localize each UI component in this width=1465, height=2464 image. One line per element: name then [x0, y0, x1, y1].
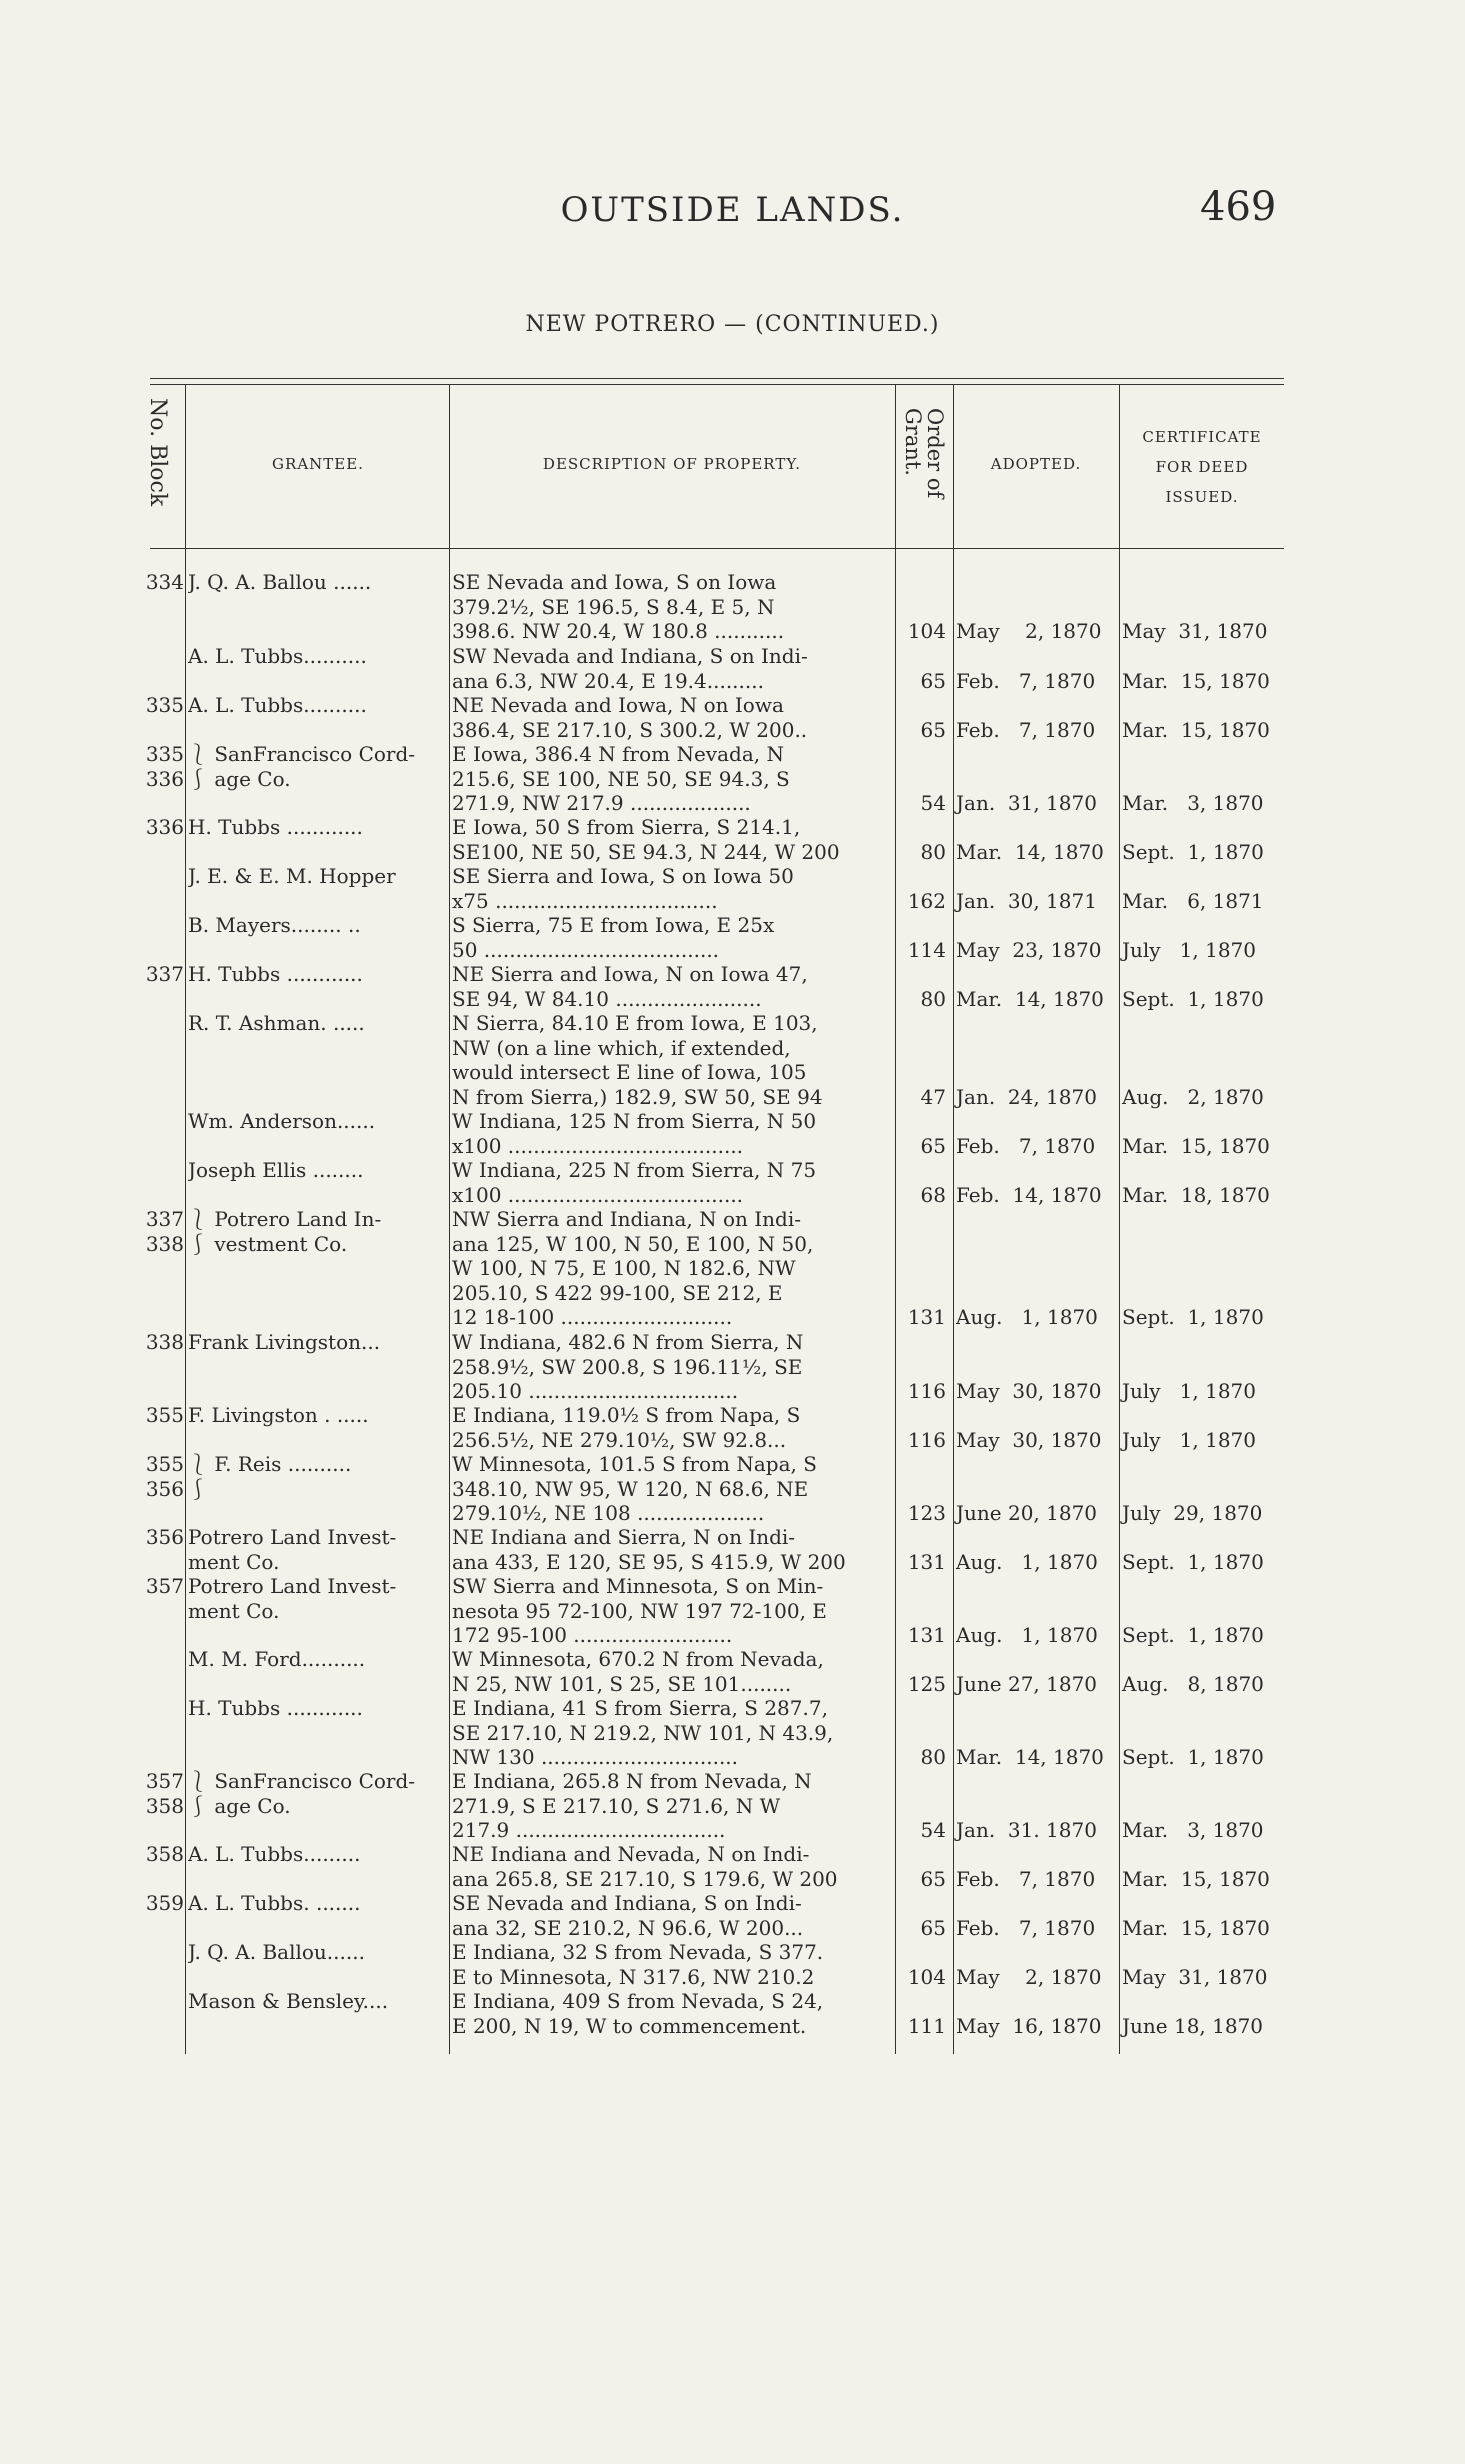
- grantee-name: [188, 864, 446, 889]
- grantee-name-line: J. Q. A. Ballou ......: [188, 570, 372, 594]
- grantee-name: [188, 570, 446, 595]
- block-number: [134, 1891, 184, 1916]
- order-of-grant: 65: [920, 717, 946, 742]
- certificate-date: Mar. 15, 1870: [1122, 1866, 1270, 1891]
- grantee-name-line: Potrero Land Invest-: [188, 1525, 397, 1549]
- adopted-date: Jan. 30, 1871: [956, 888, 1097, 913]
- property-description-line: 258.9½, SW 200.8, S 196.11½, SE: [452, 1354, 803, 1379]
- table-top-rule-2: [150, 384, 1284, 385]
- grantee-name-line: A. L. Tubbs..........: [188, 644, 367, 668]
- block-number-line: 356: [145, 1525, 184, 1549]
- adopted-date: Mar. 14, 1870: [956, 839, 1104, 864]
- property-description-line: W Minnesota, 670.2 N from Nevada,: [452, 1647, 824, 1671]
- certificate-date: Mar. 15, 1870: [1122, 1915, 1270, 1940]
- property-description-line: 271.9, NW 217.9 ...................: [452, 791, 751, 815]
- grantee-name-line: ⎰: [188, 1476, 208, 1501]
- grantee-name: [188, 1891, 446, 1916]
- certificate-date: July 1, 1870: [1122, 1379, 1257, 1403]
- property-description-line: 50 .....................................: [452, 937, 720, 962]
- grantee-name-line: ment Co.: [188, 1598, 280, 1623]
- property-description-line: E Indiana, 41 S from Sierra, S 287.7,: [452, 1696, 828, 1720]
- property-description-line: W 100, N 75, E 100, N 182.6, NW: [452, 1256, 796, 1280]
- property-description: [452, 1769, 892, 1843]
- property-description: [452, 1989, 892, 2038]
- grantee-name-line: ⎰ age Co.: [188, 1793, 291, 1818]
- adopted-date: May 2, 1870: [956, 619, 1102, 643]
- order-of-grant: 123: [907, 1501, 946, 1525]
- grantee-name-line: ⎱ SanFrancisco Cord-: [188, 742, 416, 766]
- column-header-block: No. Block: [145, 398, 170, 507]
- order-of-grant: 104: [907, 1964, 946, 1989]
- adopted-date: Jan. 31. 1870: [956, 1818, 1097, 1842]
- property-description: [452, 1158, 892, 1207]
- block-number: [134, 1330, 184, 1355]
- property-description-line: E Indiana, 265.8 N from Nevada, N: [452, 1769, 812, 1793]
- column-divider-order: [953, 384, 954, 2054]
- grantee-name: [188, 1330, 446, 1355]
- certificate-date: Mar. 3, 1870: [1122, 791, 1264, 815]
- property-description-line: W Indiana, 225 N from Sierra, N 75: [452, 1158, 817, 1182]
- block-number-line: 355: [145, 1452, 184, 1476]
- adopted-date: Jan. 24, 1870: [956, 1084, 1097, 1109]
- property-description-line: W Indiana, 125 N from Sierra, N 50: [452, 1109, 817, 1133]
- property-description-line: 12 18-100 ...........................: [452, 1305, 733, 1329]
- property-description-line: SE Nevada and Iowa, S on Iowa: [452, 570, 777, 594]
- adopted-date: June 20, 1870: [956, 1501, 1098, 1525]
- column-divider-grantee: [449, 384, 450, 2054]
- grantee-name-line: M. M. Ford..........: [188, 1647, 366, 1671]
- order-of-grant: 47: [920, 1084, 946, 1109]
- grantee-name: [188, 742, 446, 791]
- column-divider-description: [895, 384, 896, 2054]
- order-of-grant: 68: [920, 1182, 946, 1207]
- grantee-name-line: H. Tubbs ............: [188, 962, 363, 986]
- order-of-grant: 65: [920, 1915, 946, 1940]
- column-header-certificate-l3: ISSUED.: [1165, 488, 1239, 506]
- column-divider-adopted: [1119, 384, 1120, 2054]
- order-of-grant: 54: [920, 791, 946, 815]
- block-number: [134, 1842, 184, 1867]
- property-description-line: N Sierra, 84.10 E from Iowa, E 103,: [452, 1011, 818, 1035]
- property-description-line: 256.5½, NE 279.10½, SW 92.8...: [452, 1427, 787, 1452]
- property-description-line: 205.10, S 422 99-100, SE 212, E: [452, 1280, 783, 1305]
- property-description-line: NW Sierra and Indiana, N on Indi-: [452, 1207, 802, 1231]
- grantee-name: [188, 1769, 446, 1818]
- block-number: [134, 693, 184, 718]
- property-description: [452, 1647, 892, 1696]
- property-description-line: SE Nevada and Indiana, S on Indi-: [452, 1891, 802, 1915]
- property-description-line: E Iowa, 386.4 N from Nevada, N: [452, 742, 784, 766]
- block-number-line: 358: [145, 1842, 184, 1866]
- grantee-name-line: H. Tubbs ............: [188, 1696, 363, 1720]
- property-description: [452, 570, 892, 644]
- property-description-line: SE 94, W 84.10 .......................: [452, 986, 762, 1011]
- block-number-line: 357: [145, 1769, 184, 1793]
- property-description-line: NE Nevada and Iowa, N on Iowa: [452, 693, 784, 717]
- grantee-name: [188, 1940, 446, 1965]
- property-description-line: E to Minnesota, N 317.6, NW 210.2: [452, 1964, 815, 1989]
- property-description: [452, 1525, 892, 1574]
- adopted-date: Feb. 7, 1870: [956, 1915, 1096, 1940]
- property-description: [452, 1207, 892, 1330]
- property-description-line: 348.10, NW 95, W 120, N 68.6, NE: [452, 1476, 809, 1501]
- property-description-line: E Indiana, 119.0½ S from Napa, S: [452, 1403, 801, 1427]
- grantee-name-line: J. Q. A. Ballou......: [188, 1940, 365, 1964]
- grantee-name: [188, 1403, 446, 1428]
- grantee-name-line: B. Mayers........ ..: [188, 913, 361, 937]
- block-number-line: 336: [145, 815, 184, 839]
- block-number: [134, 1574, 184, 1599]
- order-of-grant: 116: [907, 1427, 946, 1452]
- order-of-grant: 80: [920, 839, 946, 864]
- block-number-line: 358: [145, 1793, 184, 1818]
- property-description-line: E Indiana, 409 S from Nevada, S 24,: [452, 1989, 824, 2013]
- property-description-line: W Indiana, 482.6 N from Sierra, N: [452, 1330, 804, 1354]
- column-header-adopted: ADOPTED.: [990, 455, 1082, 473]
- property-description-line: E Iowa, 50 S from Sierra, S 214.1,: [452, 815, 801, 839]
- certificate-date: Sept. 1, 1870: [1122, 1305, 1264, 1329]
- property-description-line: N 25, NW 101, S 25, SE 101........: [452, 1671, 792, 1696]
- adopted-date: Jan. 31, 1870: [956, 791, 1097, 815]
- block-number: [134, 1769, 184, 1818]
- grantee-name-line: ⎱ Potrero Land In-: [188, 1207, 382, 1231]
- property-description-line: NW (on a line which, if extended,: [452, 1035, 791, 1060]
- property-description-line: would intersect E line of Iowa, 105: [452, 1060, 807, 1084]
- property-description: [452, 1842, 892, 1891]
- column-divider-block: [185, 384, 186, 2054]
- adopted-date: May 30, 1870: [956, 1379, 1102, 1403]
- grantee-name-line: ⎱ F. Reis ..........: [188, 1452, 352, 1476]
- grantee-name: [188, 1842, 446, 1867]
- certificate-date: May 31, 1870: [1122, 1964, 1268, 1989]
- grantee-name: [188, 693, 446, 718]
- property-description-line: 271.9, S E 217.10, S 271.6, N W: [452, 1793, 781, 1818]
- order-of-grant: 125: [907, 1671, 946, 1696]
- property-description-line: x75 ...................................: [452, 888, 718, 913]
- block-number-line: 337: [145, 962, 184, 986]
- adopted-date: May 30, 1870: [956, 1427, 1102, 1452]
- block-number-line: 335: [145, 693, 184, 717]
- block-number: [134, 815, 184, 840]
- property-description-line: SW Nevada and Indiana, S on Indi-: [452, 644, 808, 668]
- certificate-date: June 18, 1870: [1122, 2013, 1264, 2038]
- property-description-line: 172 95-100 .........................: [452, 1623, 733, 1647]
- property-description-line: x100 .....................................: [452, 1182, 744, 1207]
- adopted-date: Mar. 14, 1870: [956, 986, 1104, 1011]
- adopted-date: May 2, 1870: [956, 1964, 1102, 1989]
- grantee-name: [188, 1574, 446, 1623]
- property-description-line: SE100, NE 50, SE 94.3, N 244, W 200: [452, 839, 840, 864]
- property-description-line: SW Sierra and Minnesota, S on Min-: [452, 1574, 824, 1598]
- property-description: [452, 742, 892, 816]
- certificate-date: Sept. 1, 1870: [1122, 839, 1264, 864]
- grantee-name: [188, 1452, 446, 1501]
- grantee-name-line: Wm. Anderson......: [188, 1109, 376, 1133]
- property-description-line: W Minnesota, 101.5 S from Napa, S: [452, 1452, 817, 1476]
- column-header-certificate-l2: FOR DEED: [1155, 458, 1249, 476]
- order-of-grant: 111: [907, 2013, 946, 2038]
- grantee-name: [188, 1696, 446, 1721]
- table-top-rule: [150, 378, 1284, 379]
- property-description-line: NE Sierra and Iowa, N on Iowa 47,: [452, 962, 808, 986]
- grantee-name-line: A. L. Tubbs..........: [188, 693, 367, 717]
- property-description-line: 386.4, SE 217.10, S 300.2, W 200..: [452, 717, 808, 742]
- adopted-date: Feb. 7, 1870: [956, 1866, 1096, 1891]
- block-number-line: 335: [145, 742, 184, 766]
- grantee-name: [188, 1011, 446, 1036]
- column-header-certificate-l1: CERTIFICATE: [1142, 428, 1262, 446]
- property-description-line: E Indiana, 32 S from Nevada, S 377.: [452, 1940, 824, 1964]
- header-bottom-rule: [150, 548, 1284, 549]
- grantee-name-line: Mason & Bensley....: [188, 1989, 389, 2013]
- property-description-line: 215.6, SE 100, NE 50, SE 94.3, S: [452, 766, 790, 791]
- order-of-grant: 131: [907, 1305, 946, 1329]
- property-description: [452, 693, 892, 742]
- property-description-line: 217.9 .................................: [452, 1818, 726, 1842]
- property-description-line: ana 265.8, SE 217.10, S 179.6, W 200: [452, 1866, 838, 1891]
- property-description-line: S Sierra, 75 E from Iowa, E 25x: [452, 913, 775, 937]
- adopted-date: Aug. 1, 1870: [956, 1549, 1098, 1574]
- property-description-line: SE Sierra and Iowa, S on Iowa 50: [452, 864, 794, 888]
- grantee-name: [188, 1989, 446, 2014]
- block-number-line: 338: [145, 1231, 184, 1256]
- block-number: [134, 962, 184, 987]
- grantee-name: [188, 1158, 446, 1183]
- block-number-line: 336: [145, 766, 184, 791]
- property-description: [452, 1330, 892, 1404]
- property-description-line: 205.10 .................................: [452, 1379, 739, 1403]
- property-description: [452, 864, 892, 913]
- order-of-grant: 116: [907, 1379, 946, 1403]
- certificate-date: Mar. 3, 1870: [1122, 1818, 1264, 1842]
- block-number-line: 357: [145, 1574, 184, 1598]
- adopted-date: Feb. 7, 1870: [956, 1133, 1096, 1158]
- adopted-date: May 16, 1870: [956, 2013, 1102, 2038]
- adopted-date: Aug. 1, 1870: [956, 1623, 1098, 1647]
- certificate-date: May 31, 1870: [1122, 619, 1268, 643]
- grantee-name-line: J. E. & E. M. Hopper: [188, 864, 396, 888]
- property-description: [452, 1891, 892, 1940]
- block-number: [134, 1525, 184, 1550]
- certificate-date: Sept. 1, 1870: [1122, 1745, 1264, 1769]
- grantee-name-line: R. T. Ashman. .....: [188, 1011, 365, 1035]
- property-description-line: 398.6. NW 20.4, W 180.8 ...........: [452, 619, 785, 643]
- grantee-name: [188, 815, 446, 840]
- block-number-line: 334: [145, 570, 184, 594]
- adopted-date: June 27, 1870: [956, 1671, 1098, 1696]
- order-of-grant: 114: [907, 937, 946, 962]
- certificate-date: Sept. 1, 1870: [1122, 1549, 1264, 1574]
- certificate-date: Mar. 18, 1870: [1122, 1182, 1270, 1207]
- order-of-grant: 54: [920, 1818, 946, 1842]
- certificate-date: Mar. 15, 1870: [1122, 1133, 1270, 1158]
- property-description: [452, 913, 892, 962]
- property-description-line: 279.10½, NE 108 ....................: [452, 1501, 765, 1525]
- certificate-date: Sept. 1, 1870: [1122, 986, 1264, 1011]
- grantee-name: [188, 1109, 446, 1134]
- property-description-line: ana 433, E 120, SE 95, S 415.9, W 200: [452, 1549, 846, 1574]
- certificate-date: July 1, 1870: [1122, 1427, 1257, 1452]
- property-description: [452, 1452, 892, 1526]
- property-description: [452, 1109, 892, 1158]
- grantee-name-line: ⎰ age Co.: [188, 766, 291, 791]
- certificate-date: July 29, 1870: [1122, 1501, 1263, 1525]
- property-description-line: NW 130 ...............................: [452, 1745, 739, 1769]
- order-of-grant: 131: [907, 1623, 946, 1647]
- property-description-line: N from Sierra,) 182.9, SW 50, SE 94: [452, 1084, 823, 1109]
- block-number-line: 337: [145, 1207, 184, 1231]
- property-description: [452, 1696, 892, 1770]
- adopted-date: Feb. 7, 1870: [956, 668, 1096, 693]
- order-of-grant: 65: [920, 1133, 946, 1158]
- block-number: [134, 1452, 184, 1501]
- block-number-line: 356: [145, 1476, 184, 1501]
- grantee-name-line: A. L. Tubbs.........: [188, 1842, 361, 1866]
- column-header-order: Order of Grant.: [901, 408, 947, 499]
- property-description-line: 379.2½, SE 196.5, S 8.4, E 5, N: [452, 594, 775, 619]
- property-description: [452, 1940, 892, 1989]
- property-description: [452, 962, 892, 1011]
- property-description-line: NE Indiana and Sierra, N on Indi-: [452, 1525, 796, 1549]
- grantee-name-line: Joseph Ellis ........: [188, 1158, 364, 1182]
- grantee-name-line: ⎰ vestment Co.: [188, 1231, 348, 1256]
- column-header-description: DESCRIPTION OF PROPERTY.: [542, 455, 802, 473]
- order-of-grant: 65: [920, 1866, 946, 1891]
- grantee-name-line: ⎱ SanFrancisco Cord-: [188, 1769, 416, 1793]
- order-of-grant: 80: [920, 986, 946, 1011]
- adopted-date: Aug. 1, 1870: [956, 1305, 1098, 1329]
- certificate-date: Aug. 8, 1870: [1122, 1671, 1264, 1696]
- grantee-name: [188, 962, 446, 987]
- block-number-line: 338: [145, 1330, 184, 1354]
- property-description-line: E 200, N 19, W to commencement.: [452, 2013, 807, 2038]
- grantee-name-line: Potrero Land Invest-: [188, 1574, 397, 1598]
- block-number: [134, 1403, 184, 1428]
- grantee-name-line: Frank Livingston...: [188, 1330, 381, 1354]
- property-description-line: x100 .....................................: [452, 1133, 744, 1158]
- page-number: 469: [1200, 184, 1277, 230]
- certificate-date: Mar. 6, 1871: [1122, 888, 1264, 913]
- order-of-grant: 162: [907, 888, 946, 913]
- property-description: [452, 1011, 892, 1109]
- column-header-grantee: GRANTEE.: [272, 455, 364, 473]
- property-description-line: ana 125, W 100, N 50, E 100, N 50,: [452, 1231, 814, 1256]
- certificate-date: Sept. 1, 1870: [1122, 1623, 1264, 1647]
- grantee-name-line: H. Tubbs ............: [188, 815, 363, 839]
- adopted-date: Mar. 14, 1870: [956, 1745, 1104, 1769]
- property-description: [452, 644, 892, 693]
- property-description-line: ana 32, SE 210.2, N 96.6, W 200...: [452, 1915, 804, 1940]
- section-subtitle: NEW POTRERO — (CONTINUED.): [525, 312, 940, 337]
- adopted-date: May 23, 1870: [956, 937, 1102, 962]
- order-of-grant: 104: [907, 619, 946, 643]
- grantee-name: [188, 1647, 446, 1672]
- grantee-name: [188, 1525, 446, 1574]
- grantee-name: [188, 913, 446, 938]
- property-description: [452, 815, 892, 864]
- grantee-name: [188, 644, 446, 669]
- adopted-date: Feb. 14, 1870: [956, 1182, 1102, 1207]
- block-number-line: 359: [145, 1891, 184, 1915]
- block-number: [134, 742, 184, 791]
- certificate-date: July 1, 1870: [1122, 937, 1257, 962]
- order-of-grant: 131: [907, 1549, 946, 1574]
- block-number: [134, 1207, 184, 1256]
- property-description: [452, 1403, 892, 1452]
- certificate-date: Aug. 2, 1870: [1122, 1084, 1264, 1109]
- running-title: OUTSIDE LANDS.: [560, 190, 905, 230]
- adopted-date: Feb. 7, 1870: [956, 717, 1096, 742]
- grantee-name-line: A. L. Tubbs. .......: [188, 1891, 361, 1915]
- property-description: [452, 1574, 892, 1648]
- block-number: [134, 570, 184, 595]
- grantee-name-line: F. Livingston . .....: [188, 1403, 369, 1427]
- property-description-line: NE Indiana and Nevada, N on Indi-: [452, 1842, 810, 1866]
- grantee-name: [188, 1207, 446, 1256]
- property-description-line: SE 217.10, N 219.2, NW 101, N 43.9,: [452, 1720, 834, 1745]
- property-description-line: nesota 95 72-100, NW 197 72-100, E: [452, 1598, 827, 1623]
- block-number-line: 355: [145, 1403, 184, 1427]
- certificate-date: Mar. 15, 1870: [1122, 668, 1270, 693]
- order-of-grant: 65: [920, 668, 946, 693]
- order-of-grant: 80: [920, 1745, 946, 1769]
- grantee-name-line: ment Co.: [188, 1549, 280, 1574]
- certificate-date: Mar. 15, 1870: [1122, 717, 1270, 742]
- property-description-line: ana 6.3, NW 20.4, E 19.4.........: [452, 668, 764, 693]
